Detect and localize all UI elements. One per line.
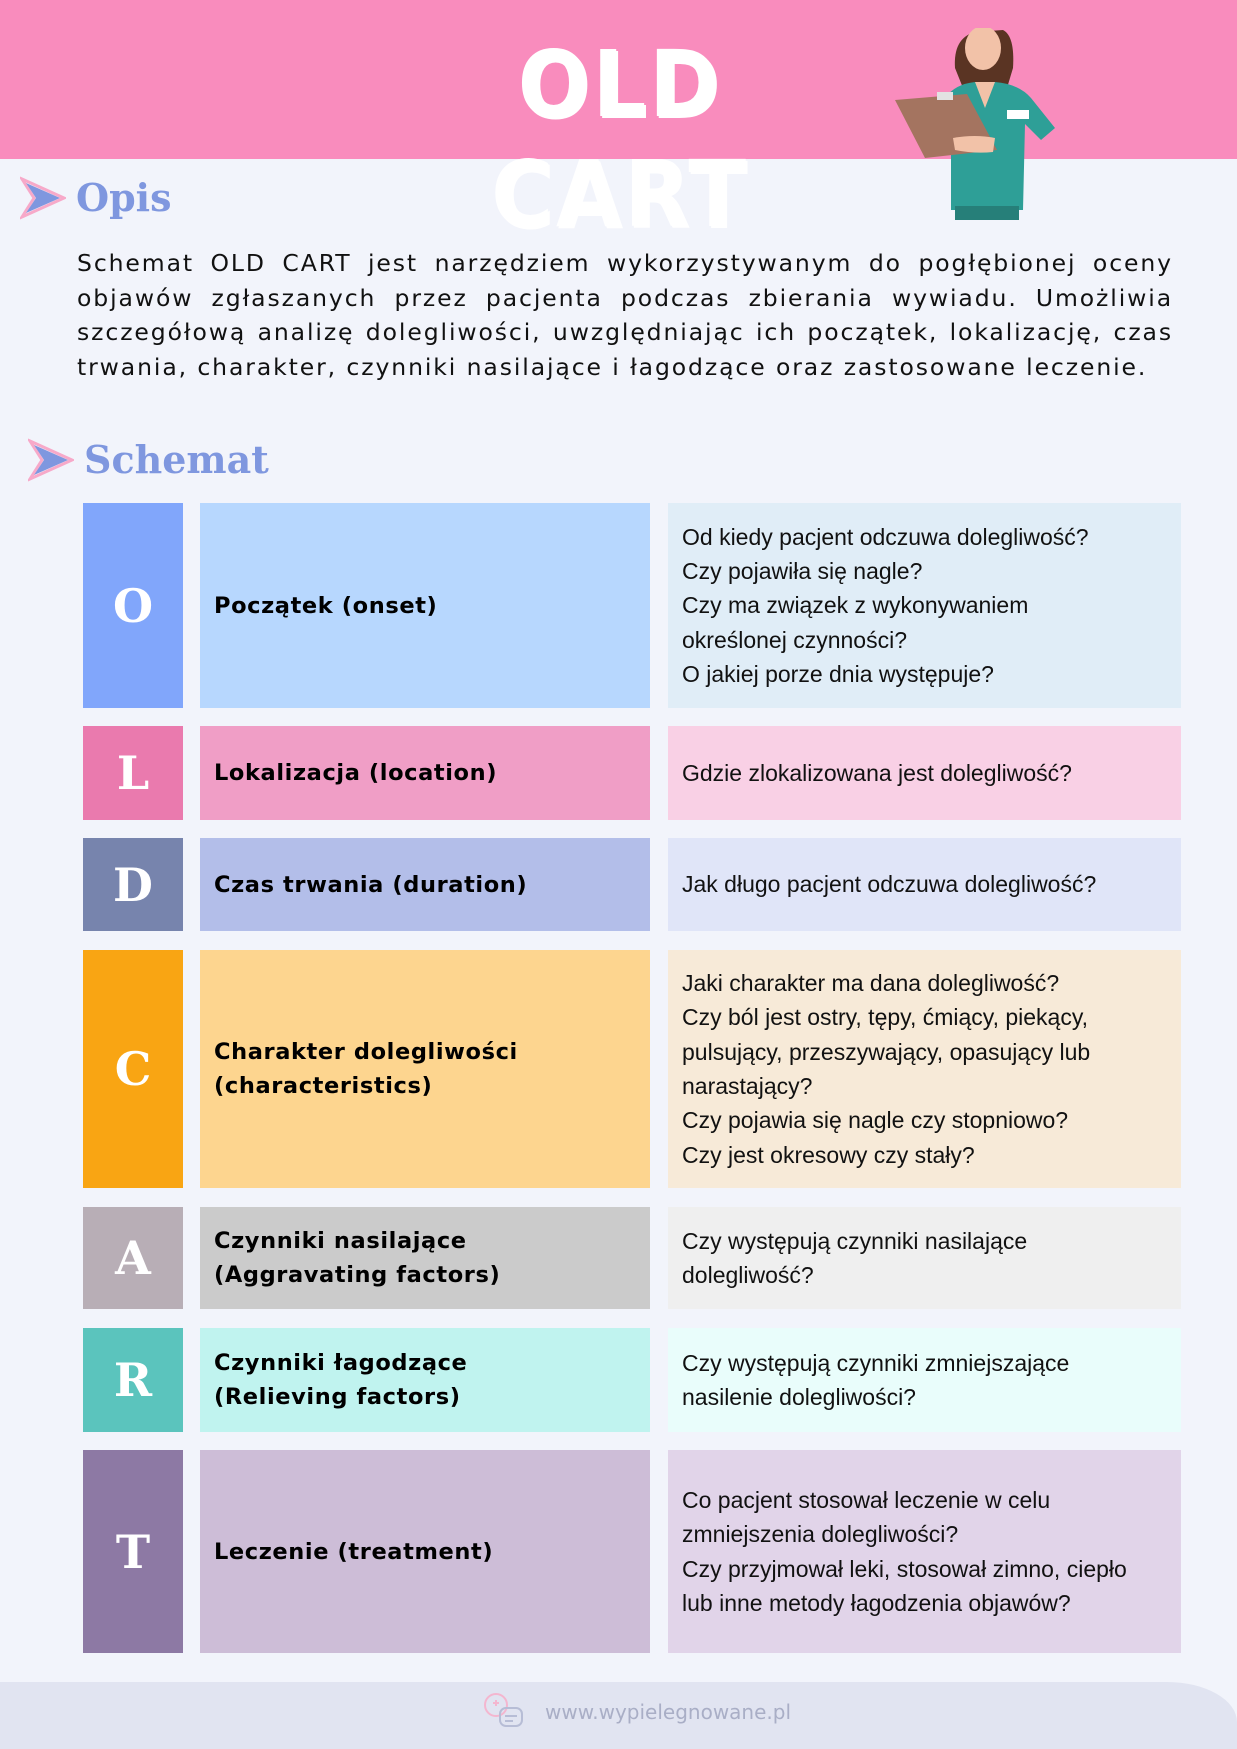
row-letter: T xyxy=(83,1450,183,1653)
row-questions xyxy=(668,838,1181,931)
row-label xyxy=(200,950,650,1188)
section-title-schemat: Schemat xyxy=(84,437,269,482)
section-title-opis: Opis xyxy=(76,175,172,220)
row-questions xyxy=(668,950,1181,1188)
row-letter: C xyxy=(83,950,183,1188)
question-line: Czy występują czynniki zmniejszające xyxy=(682,1349,1070,1376)
row-label xyxy=(200,1328,650,1432)
row-label xyxy=(200,503,650,708)
chevron-arrow-icon xyxy=(20,175,66,221)
row-label-line: Czynniki nasilające xyxy=(214,1228,467,1254)
section-header-opis xyxy=(20,175,172,221)
row-questions xyxy=(668,503,1181,708)
row-letter: A xyxy=(83,1207,183,1309)
row-letter: R xyxy=(83,1328,183,1432)
question-line: narastający? xyxy=(682,1073,813,1099)
question-line: Czy pojawia się nagle czy stopniowo? xyxy=(682,1107,1069,1134)
question-line: określonej czynności? xyxy=(682,626,908,653)
row-label xyxy=(200,1450,650,1653)
row-label xyxy=(200,726,650,820)
description-text: Schemat OLD CART jest narzędziem wykorzystywanym do pogłębionej oceny objawów zgłaszanych przez pacjenta podczas zbierania wywiadu. Umożliwia szczegółową analizę dolegliwości, uwzględniając ich początek, lokalizację, czas trwania, charakter, czynniki nasilające i łagodzące oraz zastosowane leczenie. xyxy=(77,249,1173,381)
row-label-line: (Relieving factors) xyxy=(214,1384,461,1410)
row-label-line: Charakter dolegliwości xyxy=(214,1039,518,1065)
nurse-illustration xyxy=(895,28,1095,220)
question-line: Gdzie zlokalizowana jest dolegliwość? xyxy=(682,759,1072,786)
section-header-schemat xyxy=(28,437,269,483)
question-line: zmniejszenia dolegliwości? xyxy=(682,1521,959,1548)
row-questions xyxy=(668,1207,1181,1309)
question-line: Od kiedy pacjent odczuwa dolegliwość? xyxy=(682,523,1089,550)
question-line: dolegliwość? xyxy=(682,1262,814,1288)
row-label-line: (Aggravating factors) xyxy=(214,1262,501,1288)
row-questions xyxy=(668,1328,1181,1432)
schema-row-relieving xyxy=(83,1328,1181,1432)
row-label-line: Leczenie (treatment) xyxy=(214,1538,494,1565)
schema-row-onset xyxy=(83,503,1181,708)
question-line: Jak długo pacjent odczuwa dolegliwość? xyxy=(682,871,1097,898)
footer-website-link[interactable]: www.wypielegnowane.pl xyxy=(545,1700,792,1724)
question-line: Czy przyjmował leki, stosował zimno, ciepło xyxy=(682,1555,1127,1582)
row-letter: D xyxy=(83,838,183,931)
row-label-line: (characteristics) xyxy=(214,1073,433,1099)
question-line: lub inne metody łagodzenia objawów? xyxy=(682,1589,1071,1616)
schema-row-location xyxy=(83,726,1181,820)
row-label-line: Początek (onset) xyxy=(214,592,438,619)
row-label-line: Czynniki łagodzące xyxy=(214,1350,468,1376)
schema-row-treatment xyxy=(83,1450,1181,1653)
schema-row-characteristics xyxy=(83,950,1181,1188)
row-questions xyxy=(668,1450,1181,1653)
row-label xyxy=(200,838,650,931)
question-line: pulsujący, przeszywający, opasujący lub xyxy=(682,1038,1091,1065)
page-title: OLD CART xyxy=(491,31,749,248)
question-line: Czy ból jest ostry, tępy, ćmiący, piekący, xyxy=(682,1004,1089,1031)
schema-row-aggravating xyxy=(83,1207,1181,1309)
row-label xyxy=(200,1207,650,1309)
row-letter: L xyxy=(83,726,183,820)
row-questions xyxy=(668,726,1181,820)
question-line: Czy występują czynniki nasilające xyxy=(682,1227,1028,1254)
question-line: Jaki charakter ma dana dolegliwość? xyxy=(682,970,1060,997)
schema-row-duration xyxy=(83,838,1181,931)
row-label-line: Lokalizacja (location) xyxy=(214,760,498,786)
chat-bubbles-icon xyxy=(482,1692,526,1732)
question-line: Czy pojawiła się nagle? xyxy=(682,558,923,585)
row-label-line: Czas trwania (duration) xyxy=(214,871,528,898)
question-line: Czy ma związek z wykonywaniem xyxy=(682,592,1029,619)
question-line: O jakiej porze dnia występuje? xyxy=(682,660,994,687)
question-line: nasilenie dolegliwości? xyxy=(682,1384,916,1410)
chevron-arrow-icon xyxy=(28,437,74,483)
row-letter: O xyxy=(83,503,183,708)
question-line: Czy jest okresowy czy stały? xyxy=(682,1141,975,1168)
question-line: Co pacjent stosował leczenie w celu xyxy=(682,1486,1051,1513)
